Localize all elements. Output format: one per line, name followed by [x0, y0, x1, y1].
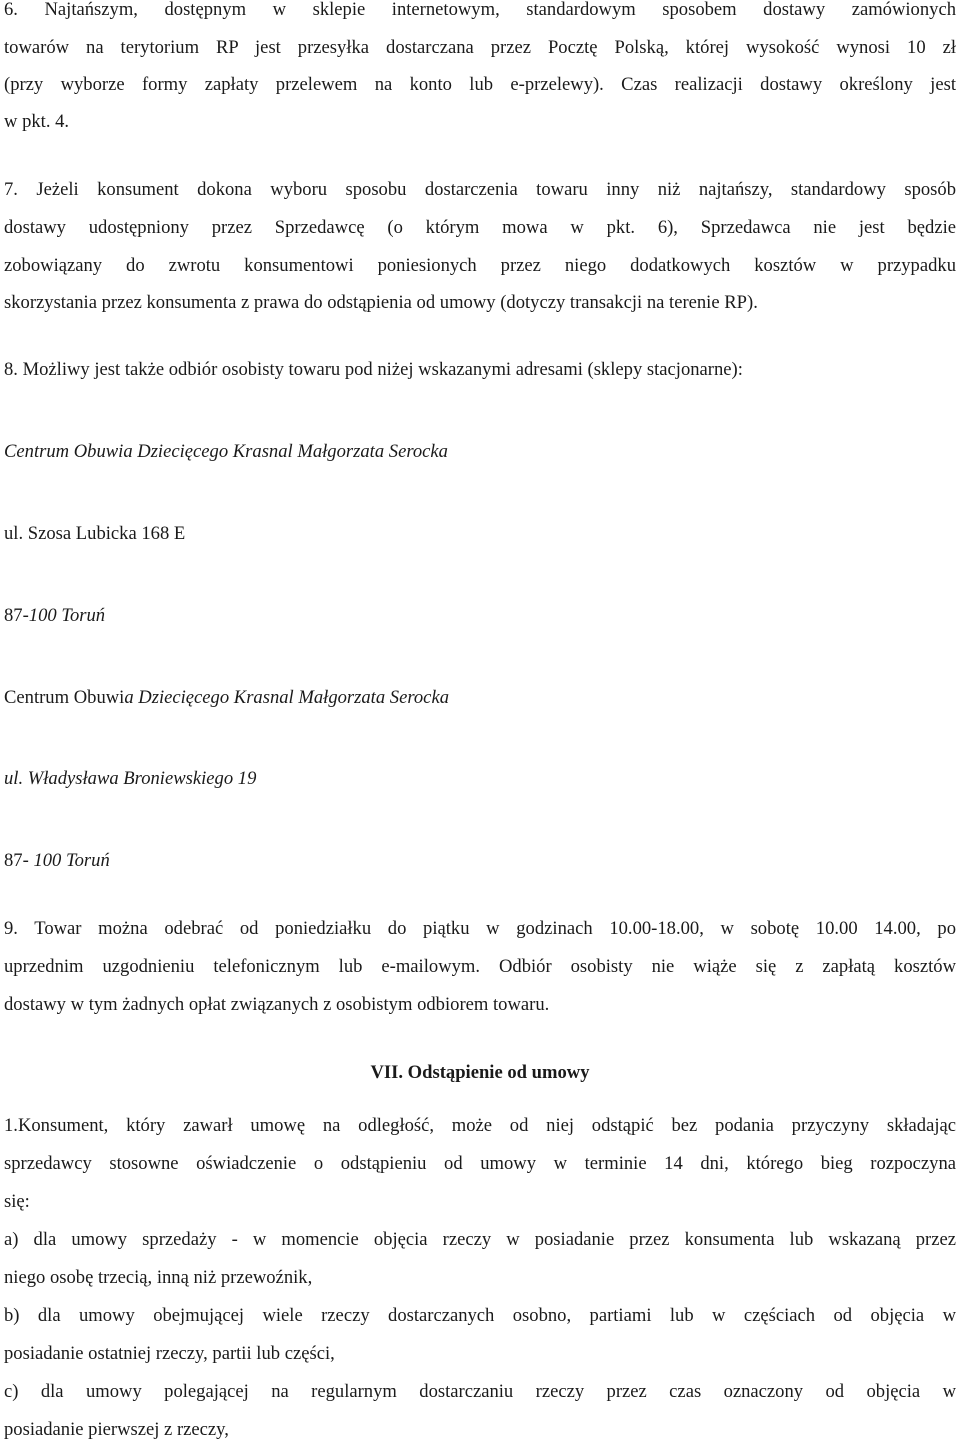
withdrawal-line-2: sprzedawcy stosowne oświadczenie o odstąpieniu od umowy w terminie 14 dni, którego bieg rozpoczyna [4, 1153, 956, 1174]
store-1-street-text: ul. Szosa Lubicka 168 E [4, 523, 186, 544]
withdrawal-point-b-line-2: posiadanie ostatniej rzeczy, partii lub części, [4, 1343, 335, 1364]
paragraph-6-line-3: (przy wyborze formy zapłaty przelewem na konto lub e-przelewy). Czas realizacji dostawy określony jest [4, 74, 956, 95]
store-1-postal-prefix: 87- [4, 605, 29, 626]
paragraph-7-line-2: dostawy udostępniony przez Sprzedawcę (o którym mowa w pkt. 6), Sprzedawca nie jest będzie [4, 217, 956, 238]
withdrawal-point-c-line-1: c) dla umowy polegającej na regularnym dostarczaniu rzeczy przez czas oznaczony od objęcia w [4, 1381, 956, 1402]
store-1-city-line [4, 604, 105, 628]
paragraph-6-line-1: 6. Najtańszym, dostępnym w sklepie internetowym, standardowym sposobem dostawy zamówionych [4, 0, 956, 20]
store-2-name-part-2: a Dziecięcego Krasnal Małgorzata Serocka [124, 687, 449, 708]
paragraph-7-line-3: zobowiązany do zwrotu konsumentowi poniesionych przez niego dodatkowych kosztów w przypadku [4, 255, 956, 276]
paragraph-8-line-1: 8. Możliwy jest także odbiór osobisty towaru pod niżej wskazanymi adresami (sklepy stacjonarne): [4, 359, 743, 380]
store-2-postal-prefix: 87- [4, 850, 34, 871]
paragraph-7-line-1: 7. Jeżeli konsument dokona wyboru sposobu dostarczenia towaru inny niż najtańszy, standardowy sposób [4, 179, 956, 200]
withdrawal-point-a-line-2: niego osobę trzecią, inną niż przewoźnik, [4, 1267, 313, 1288]
paragraph-9-line-3: dostawy w tym żadnych opłat związanych z osobistym odbiorem towaru. [4, 994, 550, 1015]
store-2-street: ul. Władysława Broniewskiego 19 [4, 768, 257, 789]
withdrawal-line-3: się: [4, 1191, 30, 1212]
store-2-name-part-1: Centrum Obuwi [4, 687, 125, 708]
store-1-name: Centrum Obuwia Dziecięcego Krasnal Małgorzata Serocka [4, 441, 448, 462]
paragraph-6-line-4: w pkt. 4. [4, 111, 70, 132]
paragraph-7-line-4: skorzystania przez konsumenta z prawa do odstąpienia od umowy (dotyczy transakcji na terenie RP). [4, 292, 758, 313]
section-heading: VII. Odstąpienie od umowy [370, 1062, 590, 1083]
withdrawal-point-b-line-1: b) dla umowy obejmującej wiele rzeczy dostarczanych osobno, partiami lub w częściach od objęcia w [4, 1305, 956, 1326]
store-2-city-line [4, 849, 110, 873]
paragraph-9-line-1: 9. Towar można odebrać od poniedziałku do piątku w godzinach 10.00-18.00, w sobotę 10.00 14.00, po [4, 918, 956, 939]
store-1-city: 100 Toruń [28, 605, 106, 626]
withdrawal-point-c-line-2: posiadanie pierwszej z rzeczy, [4, 1419, 229, 1440]
withdrawal-line-1: 1.Konsument, który zawarł umowę na odległość, może od niej odstąpić bez podania przyczyny składając [4, 1115, 956, 1136]
store-1-street [4, 522, 185, 546]
withdrawal-point-a-line-1: a) dla umowy sprzedaży - w momencie objęcia rzeczy w posiadanie przez konsumenta lub wskazaną przez [4, 1229, 956, 1250]
store-2-name [4, 686, 449, 710]
store-2-city: 100 Toruń [33, 850, 110, 871]
paragraph-9-line-2: uprzednim uzgodnieniu telefonicznym lub e-mailowym. Odbiór osobisty nie wiąże się z zapłatą kosztów [4, 956, 956, 977]
paragraph-6-line-2: towarów na terytorium RP jest przesyłka dostarczana przez Pocztę Polską, której wysokość wynosi 10 zł [4, 37, 956, 58]
